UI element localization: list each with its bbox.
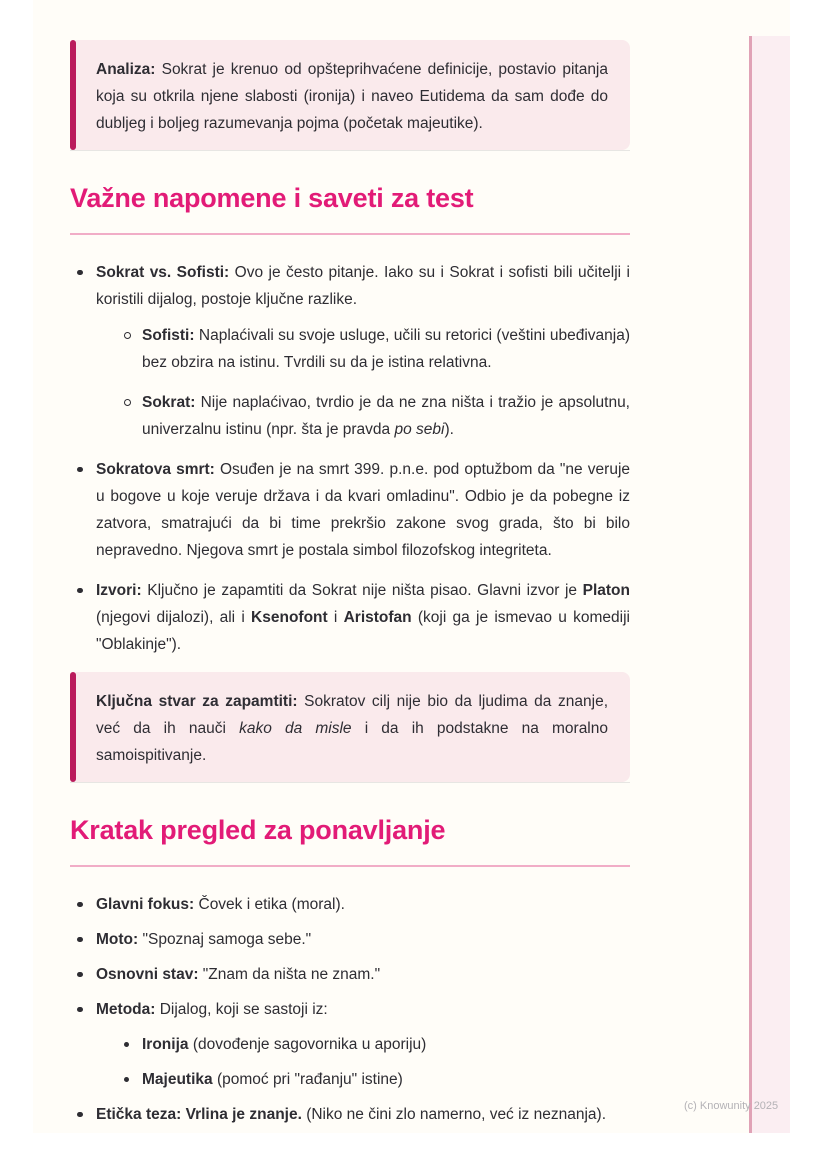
- section-divider: [70, 782, 630, 783]
- review-list-section: [70, 891, 630, 1128]
- bullet-list: [70, 891, 630, 1128]
- list-item-ironija: [119, 1031, 630, 1058]
- list-item-text: Izvori: Ključno je zapamtiti da Sokrat nije ništa pisao. Glavni izvor je Platon (njegovi dijalozi), ali i Ksenofont i Aristofan (koji ga je ismevao u komediji "Oblakinje").: [96, 582, 630, 653]
- list-item-osnovni-stav: [70, 961, 630, 988]
- list-item-majeutika: [119, 1066, 630, 1093]
- list-item-text: Osnovni stav: "Znam da ništa ne znam.": [96, 966, 381, 983]
- sub-bullet-list: [119, 1031, 630, 1093]
- list-item-moto: [70, 926, 630, 953]
- page-edge-strip: [749, 36, 790, 1133]
- list-item-text: Majeutika (pomoć pri "rađanju" istine): [142, 1071, 403, 1088]
- document-content: [70, 0, 630, 1136]
- list-item-metoda: [70, 996, 630, 1093]
- list-item-text: Moto: "Spoznaj samoga sebe.": [96, 931, 312, 948]
- list-item-izvori: [70, 577, 630, 658]
- callout-kljucna-stvar: [70, 672, 630, 782]
- list-item-text: Sokrat vs. Sofisti: Ovo je često pitanje. Iako su i Sokrat i sofisti bili učitelji i koristili dijalog, postoje ključne razlike.: [96, 264, 630, 308]
- section-title-pregled: Kratak pregled za ponavljanje: [70, 813, 630, 867]
- section-divider: [70, 150, 630, 151]
- list-item-text: Metoda: Dijalog, koji se sastoji iz:: [96, 1001, 328, 1018]
- sub-bullet-list: [119, 322, 630, 443]
- list-item-text: Sokrat: Nije naplaćivao, tvrdio je da ne zna ništa i tražio je apsolutnu, univerzalnu istinu (npr. šta je pravda po sebi).: [142, 394, 630, 438]
- list-item-glavni-fokus: [70, 891, 630, 918]
- list-item-sofisti: [119, 322, 630, 376]
- watermark: (c) Knowunity 2025: [684, 1100, 779, 1112]
- section-title-napomene: Važne napomene i saveti za test: [70, 181, 630, 235]
- bullet-list: [70, 259, 630, 658]
- list-item-text: Sofisti: Naplaćivali su svoje usluge, učili su retorici (veštini ubeđivanja) bez obzira na istinu. Tvrdili su da je istina relativna.: [142, 327, 630, 371]
- callout-analiza: [70, 40, 630, 150]
- callout-analiza-text: Analiza: Sokrat je krenuo od opšteprihvaćene definicije, postavio pitanja koja su otkrila njene slabosti (ironija) i naveo Eutidema da sam dođe do dubljeg i boljeg razumevanja pojma (početak majeutike).: [96, 61, 608, 132]
- list-item-text: Sokratova smrt: Osuđen je na smrt 399. p.n.e. pod optužbom da "ne veruje u bogove u koje veruje država i da kvari omladinu". Odbio je da pobegne iz zatvora, smatrajući da bi time prekršio zakone svog grada, što bi bilo nepravedno. Njegova smrt je postala simbol filozofskog integriteta.: [96, 461, 631, 559]
- list-item-text: Ironija (dovođenje sagovornika u aporiju): [142, 1036, 427, 1053]
- list-item-text: Glavni fokus: Čovek i etika (moral).: [96, 896, 345, 913]
- notes-list-section: [70, 259, 630, 658]
- list-item-sokrat-vs-sofisti: [70, 259, 630, 443]
- list-item-eticka-teza: [70, 1101, 630, 1128]
- list-item-text: Etička teza: Vrlina je znanje. (Niko ne čini zlo namerno, već iz neznanja).: [96, 1106, 607, 1123]
- list-item-sokrat: [119, 389, 630, 443]
- callout-kljucna-stvar-text: Ključna stvar za zapamtiti: Sokratov cilj nije bio da ljudima da znanje, već da ih nauči kako da misle i da ih podstakne na moralno samoispitivanje.: [96, 693, 609, 764]
- list-item-sokratova-smrt: [70, 456, 630, 564]
